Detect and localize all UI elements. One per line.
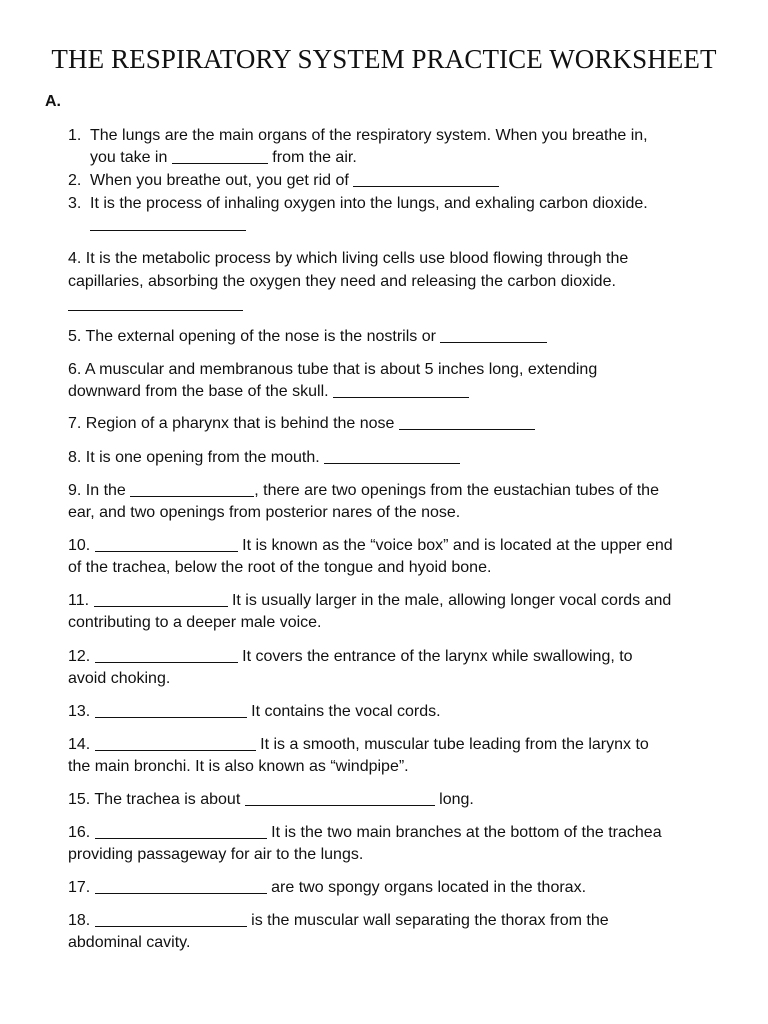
item-10-text-cont: of the trachea, below the root of the tongue and hyoid bone. — [68, 559, 492, 576]
item-text: 8. It is one opening from the mouth. — [68, 449, 320, 466]
item-16-text-cont: providing passageway for air to the lungs. — [68, 846, 364, 863]
item-8 — [68, 447, 460, 469]
item-4-text: 4. It is the metabolic process by which living cells use blood flowing through the — [68, 250, 629, 267]
item-number: 10. — [68, 537, 91, 554]
answer-blank[interactable] — [440, 326, 547, 343]
item-text: long. — [439, 791, 474, 808]
item-text: 15. The trachea is about — [68, 791, 241, 808]
item-1-text: The lungs are the main organs of the respiratory system. When you breathe in, — [90, 127, 648, 144]
item-14-text — [68, 734, 649, 756]
answer-blank[interactable] — [95, 646, 238, 663]
item-text: It covers the entrance of the larynx while swallowing, to — [242, 648, 633, 665]
item-text: 5. The external opening of the nose is the nostrils or — [68, 328, 436, 345]
item-text: It is a smooth, muscular tube leading from the larynx to — [260, 736, 649, 753]
item-11-text — [68, 590, 671, 612]
item-text: is the muscular wall separating the thorax from the — [251, 912, 609, 929]
answer-blank[interactable] — [399, 413, 535, 430]
answer-blank[interactable] — [95, 535, 238, 552]
item-11-text-cont: contributing to a deeper male voice. — [68, 614, 322, 631]
item-6-text: 6. A muscular and membranous tube that is about 5 inches long, extending — [68, 361, 598, 378]
item-6-text-cont — [68, 381, 469, 403]
item-number: 11. — [68, 592, 90, 609]
item-number: 13. — [68, 703, 91, 720]
item-number: 12. — [68, 648, 91, 665]
item-text: It is the two main branches at the bottom of the trachea — [271, 824, 662, 841]
worksheet-title: THE RESPIRATORY SYSTEM PRACTICE WORKSHEET — [51, 44, 717, 74]
answer-blank[interactable] — [95, 701, 247, 718]
answer-blank[interactable] — [130, 480, 254, 497]
item-2 — [90, 170, 499, 192]
section-label: A. — [45, 93, 61, 110]
answer-blank[interactable] — [353, 170, 499, 187]
item-10-text — [68, 535, 673, 557]
item-text: When you breathe out, you get rid of — [90, 172, 349, 189]
answer-blank[interactable] — [95, 877, 267, 894]
item-text: 7. Region of a pharynx that is behind the nose — [68, 415, 395, 432]
item-9-text-cont: ear, and two openings from posterior nares of the nose. — [68, 504, 461, 521]
item-9-text — [68, 480, 659, 502]
item-text: It is usually larger in the male, allowing longer vocal cords and — [231, 592, 672, 609]
item-7 — [68, 413, 535, 435]
item-text: It contains the vocal cords. — [251, 703, 441, 720]
item-18-text — [68, 910, 609, 932]
item-5 — [68, 326, 547, 348]
item-text: you take in — [90, 149, 168, 166]
item-text: are two spongy organs located in the thorax. — [271, 879, 587, 896]
answer-blank[interactable] — [324, 447, 460, 464]
answer-blank[interactable] — [95, 822, 267, 839]
answer-blank[interactable] — [172, 147, 268, 164]
item-number: 18. — [68, 912, 91, 929]
item-18-text-cont: abdominal cavity. — [68, 934, 191, 951]
item-text: from the air. — [272, 149, 357, 166]
answer-blank[interactable] — [333, 381, 469, 398]
item-3-answer — [90, 214, 246, 236]
item-14-text-cont: the main bronchi. It is also known as “windpipe”. — [68, 758, 409, 775]
item-13-text — [68, 701, 441, 723]
item-17-text — [68, 877, 586, 899]
item-16-text — [68, 822, 662, 844]
answer-blank[interactable] — [95, 910, 247, 927]
item-number: 1. — [68, 127, 82, 144]
item-text: 9. In the — [68, 482, 126, 499]
item-number: 16. — [68, 824, 91, 841]
item-12-text — [68, 646, 633, 668]
answer-blank[interactable] — [68, 294, 243, 311]
item-4-text-cont: capillaries, absorbing the oxygen they need and releasing the carbon dioxide. — [68, 273, 616, 290]
item-number: 14. — [68, 736, 91, 753]
item-3-text: It is the process of inhaling oxygen into the lungs, and exhaling carbon dioxide. — [90, 195, 648, 212]
item-1-text-cont — [90, 147, 357, 169]
answer-blank[interactable] — [90, 214, 246, 231]
item-number: 2. — [68, 172, 82, 189]
item-text: It is known as the “voice box” and is located at the upper end — [242, 537, 673, 554]
answer-blank[interactable] — [94, 590, 228, 607]
item-12-text-cont: avoid choking. — [68, 670, 171, 687]
item-text: , there are two openings from the eustachian tubes of the — [254, 482, 659, 499]
item-number: 17. — [68, 879, 91, 896]
answer-blank[interactable] — [245, 789, 435, 806]
item-15-text — [68, 789, 474, 811]
item-number: 3. — [68, 195, 82, 212]
item-4-answer — [68, 294, 243, 316]
answer-blank[interactable] — [95, 734, 256, 751]
item-text: downward from the base of the skull. — [68, 383, 329, 400]
